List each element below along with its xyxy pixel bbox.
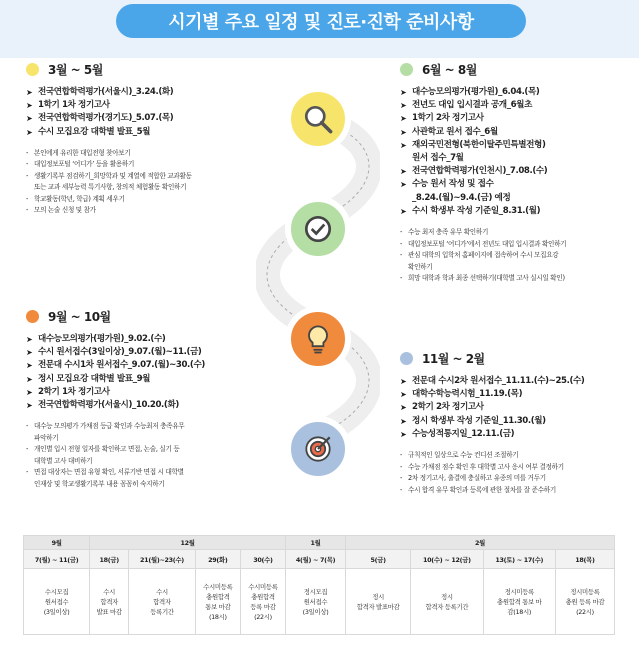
arrow-icon: ➤ (26, 114, 33, 124)
note-item: - 수시 합격 유무 확인과 등록에 관한 절차를 잘 준수하기 (400, 485, 556, 494)
note-item: - 희망 대학과 학과 최종 선택하기(대학별 고사 실시일 확인) (400, 274, 565, 283)
arrow-icon: ➤ (26, 348, 33, 358)
period-sep-oct (26, 306, 261, 490)
date-cell: 18(목) (555, 550, 614, 569)
arrow-icon: ➤ (400, 416, 407, 426)
note-item: - 생활기록부 점검하기_희망학과 및 계열에 적합한 교과활동 (26, 171, 192, 180)
month-cell: 12월 (90, 536, 286, 550)
note-item: - 면접 대상자는 면접 유형 확인, 서류기반 면접 시 대학별 (26, 468, 184, 477)
period-label: 11월 ~ 2월 (422, 351, 485, 366)
date-cell: 7(월) ~ 11(금) (24, 550, 90, 569)
event-item: ➤ 전국연합학력평가(인천시)_7.08.(수) (400, 165, 635, 178)
arrow-icon: ➤ (400, 101, 407, 111)
event-item: ➤ 전국연합학력평가(경기도)_5.07.(목) (26, 112, 261, 125)
period-mar-may (26, 59, 261, 217)
item-cell: 수시미등록 충원합격 등록 마감 (22시) (240, 569, 285, 635)
note-item: - 모의 논술 신청 및 참가 (26, 206, 96, 215)
item-cell: 수시 합격자 등록기간 (129, 569, 196, 635)
period-header (26, 59, 261, 79)
arrow-icon: ➤ (400, 167, 407, 177)
arrow-icon: ➤ (400, 206, 407, 216)
item-cell: 수시 합격자 발표 마감 (90, 569, 129, 635)
event-list (26, 86, 261, 139)
note-item: - 수능 가채점 점수 확인 후 대학별 고사 응시 여부 결정하기 (400, 462, 564, 471)
period-dot (400, 63, 413, 76)
event-item: ➤ 대수능모의평가(평가원)_9.02.(수) (26, 333, 261, 346)
item-cell: 정시 합격자 등록기간 (411, 569, 483, 635)
arrow-icon: ➤ (26, 101, 33, 111)
arrow-icon: ➤ (400, 403, 407, 413)
title-banner (116, 4, 526, 38)
event-item: ➤ 1학기 2차 정기고사 (400, 112, 635, 125)
event-item: ➤ 수능 원서 작성 및 접수 (400, 178, 635, 191)
arrow-icon: ➤ (400, 88, 407, 97)
month-cell: 1월 (286, 536, 346, 550)
note-item: - 수능 최저 충족 유무 확인하기 (400, 228, 489, 237)
note-item: - 대입정보포털 ‘어디가’ 등을 활용하기 (26, 160, 135, 169)
check-circle-icon (285, 196, 351, 262)
period-header (400, 59, 635, 79)
item-cell: 수시모집 원서접수 (3일이상) (24, 569, 90, 635)
note-item: - 관심 대학의 입학처 홈페이지에 접속하여 수시 모집요강 (400, 251, 559, 260)
event-item: ➤ 2학기 2차 정기고사 (400, 401, 635, 414)
event-item: ➤ 수시 모집요강 대학별 발표_5월 (26, 126, 261, 139)
event-item: ➤ 정시 모집요강 대학별 발표_9월 (26, 373, 261, 386)
period-label: 6월 ~ 8월 (422, 62, 477, 77)
item-cell: 정시미등록 충원합격 통보 마 감(18시) (483, 569, 555, 635)
date-row (24, 550, 615, 569)
event-item: 원서 접수_7월 (412, 153, 464, 164)
note-item: - 본인에게 유리한 대입전형 찾아보기 (26, 148, 131, 157)
note-list (26, 421, 261, 490)
event-item: ➤ 재외국민전형(북한이탈주민특별전형) (400, 139, 635, 152)
arrow-icon: ➤ (26, 401, 33, 411)
date-cell: 5(금) (346, 550, 411, 569)
event-list (26, 333, 261, 412)
date-cell: 13(토) ~ 17(수) (483, 550, 555, 569)
arrow-icon: ➤ (400, 429, 407, 439)
arrow-icon: ➤ (400, 114, 407, 124)
arrow-icon: ➤ (400, 127, 407, 137)
period-nov-feb (400, 348, 635, 496)
arrow-icon: ➤ (400, 390, 407, 400)
timeline-table (23, 535, 615, 635)
note-item: - 개인별 입시 전형 일자를 확인하고 면접, 논술, 실기 등 (26, 445, 180, 454)
arrow-icon: ➤ (400, 377, 407, 386)
date-cell: 18(금) (90, 550, 129, 569)
arrow-icon: ➤ (26, 335, 33, 344)
note-list (400, 450, 635, 496)
arrow-icon: ➤ (26, 387, 33, 397)
item-cell: 정시미등록 충원 등록 마감 (22시) (555, 569, 614, 635)
event-item: ➤ 대학수학능력시험_11.19.(목) (400, 388, 635, 401)
event-item: ➤ 전국연합학력평가(서울시)_3.24.(화) (26, 86, 261, 99)
item-cell: 수시미등록 충원합격 통보 마감 (18시) (195, 569, 240, 635)
period-header (400, 348, 635, 368)
event-item: _8.24.(월)~9.4.(금) 예정 (412, 192, 511, 203)
arrow-icon: ➤ (26, 127, 33, 137)
event-item: ➤ 수능성적통지일_12.11.(금) (400, 428, 635, 441)
month-cell: 2월 (346, 536, 615, 550)
lightbulb-icon (285, 306, 351, 372)
period-dot (26, 63, 39, 76)
period-label: 9월 ~ 10월 (48, 309, 111, 324)
period-jun-aug (400, 59, 635, 285)
period-dot (400, 352, 413, 365)
note-list (26, 148, 261, 217)
arrow-icon: ➤ (400, 140, 407, 150)
item-cell: 정시 합격자 발표마감 (346, 569, 411, 635)
date-cell: 29(화) (195, 550, 240, 569)
date-cell: 21(월)~23(수) (129, 550, 196, 569)
center-timeline (256, 70, 380, 540)
item-cell: 정시모집 원서접수 (3일이상) (286, 569, 346, 635)
event-item: ➤ 전문대 수시1차 원서접수_9.07.(월)~30.(수) (26, 359, 261, 372)
note-item: 또는 교과 세부능력 특기사항, 창의적 체험활동 확인하기 (34, 183, 187, 192)
event-item: ➤ 전년도 대입 입시결과 공개_6월초 (400, 99, 635, 112)
period-label: 3월 ~ 5월 (48, 62, 103, 77)
arrow-icon: ➤ (26, 88, 33, 97)
note-item: - 대수능 모의평가 가채점 등급 확인과 수능최저 충족유무 (26, 422, 185, 431)
event-list (400, 375, 635, 441)
event-item: ➤ 전국연합학력평가(서울시)_10.20.(화) (26, 399, 261, 412)
month-cell: 9월 (24, 536, 90, 550)
note-item: 대학별 고사 대비하기 (34, 456, 93, 465)
page-title: 시기별 주요 일정 및 진로·진학 준비사항 (168, 12, 474, 33)
event-item: ➤ 대수능모의평가(평가원)_6.04.(목) (400, 86, 635, 99)
event-list (400, 86, 635, 218)
period-dot (26, 310, 39, 323)
date-cell: 4(월) ~ 7(목) (286, 550, 346, 569)
note-item: - 학교활동(학년, 학급) 계획 세우기 (26, 194, 125, 203)
note-item: - 대입정보포털 ‘어디가’에서 전년도 대입 입시결과 확인하기 (400, 239, 567, 248)
item-row (24, 569, 615, 635)
event-item: ➤ 수시 학생부 작성 기준일_8.31.(월) (400, 205, 635, 218)
date-cell: 30(수) (240, 550, 285, 569)
note-item: 인재상 및 학교생활기록부 내용 꼼꼼히 숙지하기 (34, 479, 165, 488)
arrow-icon: ➤ (26, 374, 33, 384)
arrow-icon: ➤ (26, 361, 33, 371)
period-header (26, 306, 261, 326)
note-item: 확인하기 (408, 262, 433, 271)
note-item: - 2차 정기고사, 출결에 충실하고 유종의 미를 거두기 (400, 474, 546, 483)
event-item: ➤ 사관학교 원서 접수_6월 (400, 126, 635, 139)
month-row (24, 536, 615, 550)
target-icon (285, 416, 351, 482)
event-item: ➤ 1학기 1차 정기고사 (26, 99, 261, 112)
magnifier-icon (285, 86, 351, 152)
event-item: ➤ 수시 원서접수(3일이상)_9.07.(월)~11.(금) (26, 346, 261, 359)
event-item: ➤ 전문대 수시2차 원서접수_11.11.(수)~25.(수) (400, 375, 635, 388)
note-item: - 규칙적인 일상으로 수능 컨디션 조절하기 (400, 451, 519, 460)
note-list (400, 227, 635, 285)
date-cell: 10(수) ~ 12(금) (411, 550, 483, 569)
event-item: ➤ 2학기 1차 정기고사 (26, 386, 261, 399)
event-item: ➤ 정시 학생부 작성 기준일_11.30.(월) (400, 415, 635, 428)
note-item: 파악하기 (34, 433, 59, 442)
arrow-icon: ➤ (400, 180, 407, 190)
